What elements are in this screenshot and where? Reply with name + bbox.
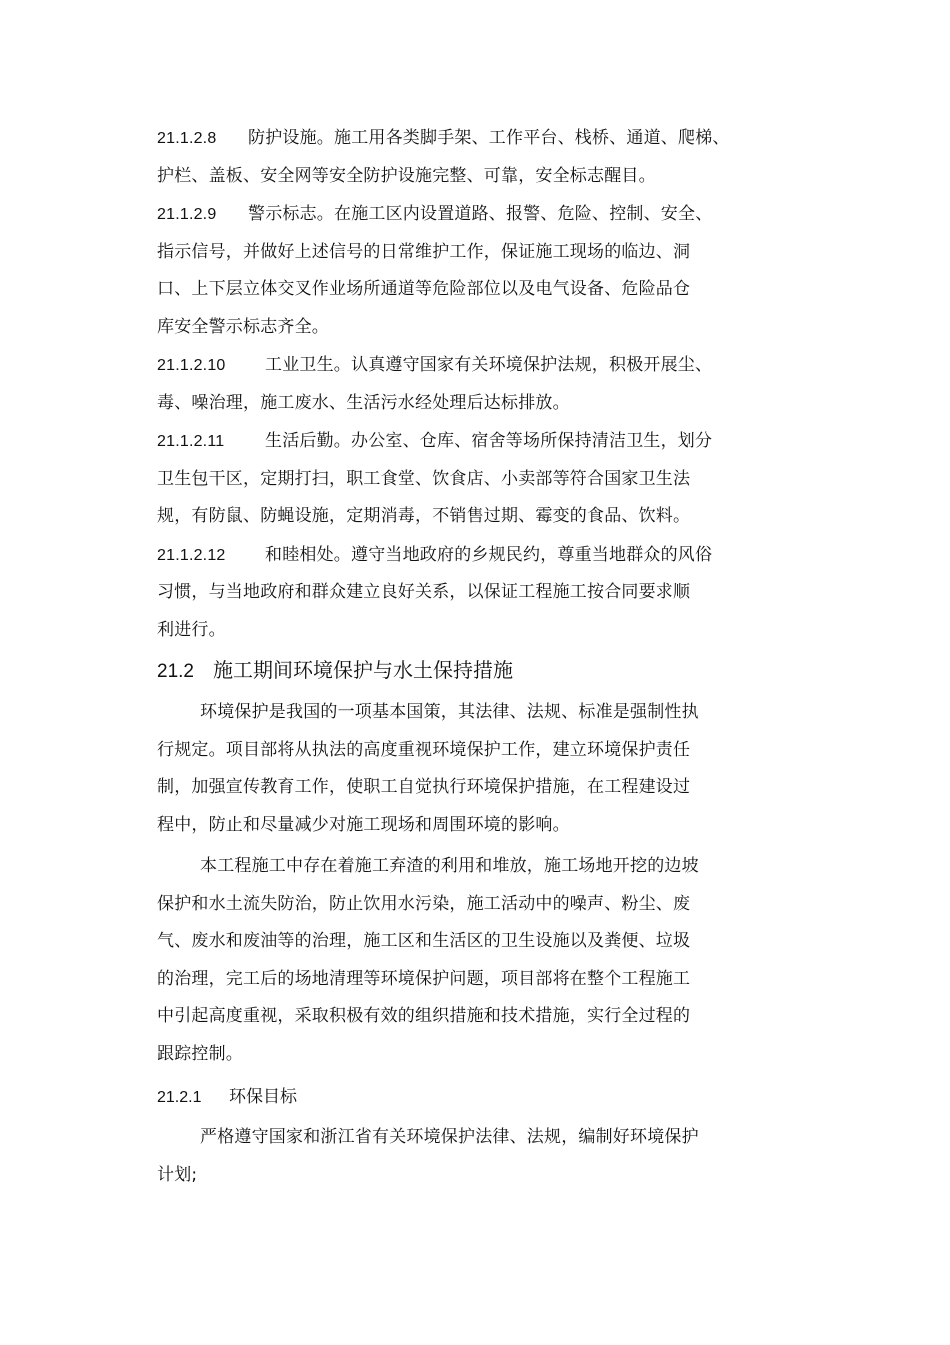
paragraph-line: 环境保护是我国的一项基本国策，其法律、法规、标准是强制性执: [200, 702, 699, 722]
clause-21-1-2-9: [157, 196, 757, 346]
paragraph-line: 严格遵守国家和浙江省有关环境保护法律、法规，编制好环境保护: [200, 1127, 699, 1147]
clause-text-line: 库安全警示标志齐全。: [157, 316, 329, 337]
clause-number: 21.1.2.10: [157, 357, 226, 374]
paragraph-line: 计划;: [157, 1164, 198, 1185]
clause-number: 21.1.2.11: [157, 433, 225, 450]
paragraph-line: 保护和水土流失防治，防止饮用水污染，施工活动中的噪声、粉尘、废: [157, 893, 691, 914]
clause-number: 21.1.2.9: [157, 206, 217, 223]
clause-text-line: 护栏、盖板、安全网等安全防护设施完整、可靠，安全标志醒目。: [157, 165, 656, 186]
paragraph-line: 气、废水和废油等的治理，施工区和生活区的卫生设施以及粪便、垃圾: [157, 931, 691, 951]
section-heading: [157, 650, 757, 692]
subsection-title: 环保目标: [229, 1087, 297, 1107]
document-page: [157, 120, 757, 1198]
clause-text-line: 卫生包干区，定期打扫，职工食堂、饮食店、小卖部等符合国家卫生法: [157, 468, 691, 489]
body-paragraph: [157, 848, 757, 1073]
clause-text-line: 生活后勤。办公室、仓库、宿舍等场所保持清洁卫生，划分: [265, 431, 713, 451]
clause-text-line: 防护设施。施工用各类脚手架、工作平台、栈桥、通道、爬梯、: [248, 128, 730, 148]
clause-number: 21.1.2.8: [157, 130, 217, 147]
clause-number: 21.1.2.12: [157, 546, 226, 564]
clause-text-line: 工业卫生。认真遵守国家有关环境保护法规，积极开展尘、: [265, 355, 713, 375]
paragraph-line: 程中，防止和尽量减少对施工现场和周围环境的影响。: [157, 814, 570, 835]
clause-text-line: 习惯，与当地政府和群众建立良好关系，以保证工程施工按合同要求顺: [157, 582, 691, 602]
clause-21-1-2-11: [157, 423, 757, 536]
clause-text-line: 利进行。: [157, 619, 226, 640]
paragraph-line: 跟踪控制。: [157, 1043, 243, 1064]
paragraph-line: 行规定。项目部将从执法的高度重视环境保护工作，建立环境保护责任: [157, 739, 691, 760]
subsection-heading: [157, 1077, 757, 1118]
paragraph-line: 本工程施工中存在着施工弃渣的利用和堆放，施工场地开挖的边坡: [200, 856, 699, 876]
clause-text-line: 警示标志。在施工区内设置道路、报警、危险、控制、安全、: [248, 204, 713, 224]
clause-21-1-2-8: [157, 120, 757, 195]
clause-21-1-2-10: [157, 347, 757, 422]
clause-text-line: 指示信号，并做好上述信号的日常维护工作，保证施工现场的临边、洞: [157, 241, 691, 262]
body-paragraph: [157, 694, 757, 844]
clause-text-line: 规，有防鼠、防蝇设施，定期消毒，不销售过期、霉变的食品、饮料。: [157, 506, 691, 526]
clause-text-line: 毒、噪治理，施工废水、生活污水经处理后达标排放。: [157, 392, 570, 413]
section-title: 施工期间环境保护与水土保持措施: [213, 658, 513, 682]
body-paragraph: [157, 1119, 757, 1194]
paragraph-line: 的治理，完工后的场地清理等环境保护问题，项目部将在整个工程施工: [157, 968, 691, 989]
clause-21-1-2-12: [157, 537, 757, 650]
paragraph-line: 中引起高度重视，采取积极有效的组织措施和技术措施，实行全过程的: [157, 1006, 691, 1026]
subsection-number: 21.2.1: [157, 1089, 202, 1106]
section-number: 21.2: [157, 661, 194, 682]
clause-text-line: 和睦相处。遵守当地政府的乡规民约，尊重当地群众的风俗: [265, 544, 713, 565]
clause-text-line: 口、上下层立体交叉作业场所通道等危险部位以及电气设备、危险品仓: [157, 279, 691, 299]
paragraph-line: 制，加强宣传教育工作，使职工自觉执行环境保护措施，在工程建设过: [157, 777, 691, 797]
